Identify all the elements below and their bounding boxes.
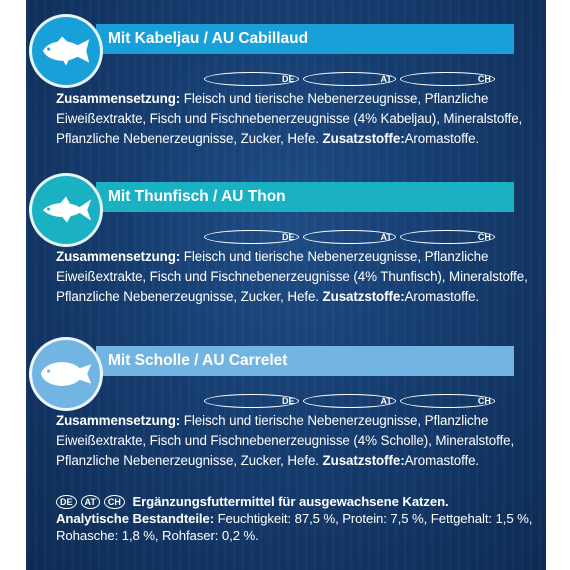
composition-label: Zusammensetzung:: [56, 413, 181, 428]
additives-text: Aromastoffe.: [404, 131, 480, 146]
flag-ch: CH: [400, 394, 495, 408]
additives-label: Zusatzstoffe:: [322, 453, 405, 468]
country-flags: [130, 68, 499, 88]
banner-cod: [96, 24, 514, 54]
additives-label: Zusatzstoffe:: [322, 131, 405, 146]
banner-tuna: [96, 182, 514, 212]
flag-de: DE: [204, 230, 299, 244]
composition-label: Zusammensetzung:: [56, 249, 181, 264]
flag-at: AT: [303, 72, 396, 86]
analysis-label: Analytische Bestandteile:: [56, 511, 214, 526]
flag-de: DE: [56, 495, 77, 509]
flag-de: DE: [204, 72, 299, 86]
composition-cod: [56, 68, 530, 149]
analysis-footer: [56, 492, 536, 544]
country-flags: [56, 492, 129, 509]
analysis-text: Feuchtigkeit: 87,5 %, Protein: 7,5 %, Fettgehalt: 1,5 %, Rohasche: 1,8 %, Rohfaser: 0,2 %.: [56, 511, 533, 543]
banner-plaice-title: Mit Scholle / AU Carrelet: [108, 352, 288, 369]
label-panel: [26, 0, 546, 570]
cod-fish-icon: [37, 31, 95, 71]
composition-text: Fleisch und tierische Nebenerzeugnisse, Pflanzliche Eiweißextrakte, Fisch und Fischnebenerzeugnisse (4% Kabeljau), Mineralstoffe, Pflanzliche Nebenerzeugnisse, Zucker, Hefe.: [56, 91, 523, 146]
footer-headline: Ergänzungsfuttermittel für ausgewachsene Katzen.: [132, 494, 449, 509]
flag-de: DE: [204, 394, 299, 408]
composition-tuna: [56, 226, 530, 307]
tuna-fish-icon: [37, 190, 95, 230]
banner-tuna-title: Mit Thunfisch / AU Thon: [108, 188, 286, 205]
additives-text: Aromastoffe.: [404, 453, 480, 468]
additives-text: Aromastoffe.: [404, 289, 480, 304]
composition-text: Fleisch und tierische Nebenerzeugnisse, Pflanzliche Eiweißextrakte, Fisch und Fischnebenerzeugnisse (4% Thunfisch), Mineralstoffe, Pflanzliche Nebenerzeugnisse, Zucker, Hefe.: [56, 249, 528, 304]
banner-cod-title: Mit Kabeljau / AU Cabillaud: [108, 30, 309, 47]
flag-ch: CH: [400, 230, 495, 244]
composition-text: Fleisch und tierische Nebenerzeugnisse, Pflanzliche Eiweißextrakte, Fisch und Fischnebenerzeugnisse (4% Scholle), Mineralstoffe, Pflanzliche Nebenerzeugnisse, Zucker, Hefe.: [56, 413, 515, 468]
flag-ch: CH: [104, 495, 125, 509]
flag-at: AT: [303, 394, 396, 408]
country-flags: [130, 390, 499, 410]
plaice-fish-icon: [37, 354, 95, 394]
flag-at: AT: [81, 495, 100, 509]
composition-label: Zusammensetzung:: [56, 91, 181, 106]
banner-plaice: [96, 346, 514, 376]
flag-at: AT: [303, 230, 396, 244]
flag-ch: CH: [400, 72, 495, 86]
country-flags: [130, 226, 499, 246]
composition-plaice: [56, 390, 530, 471]
additives-label: Zusatzstoffe:: [322, 289, 405, 304]
